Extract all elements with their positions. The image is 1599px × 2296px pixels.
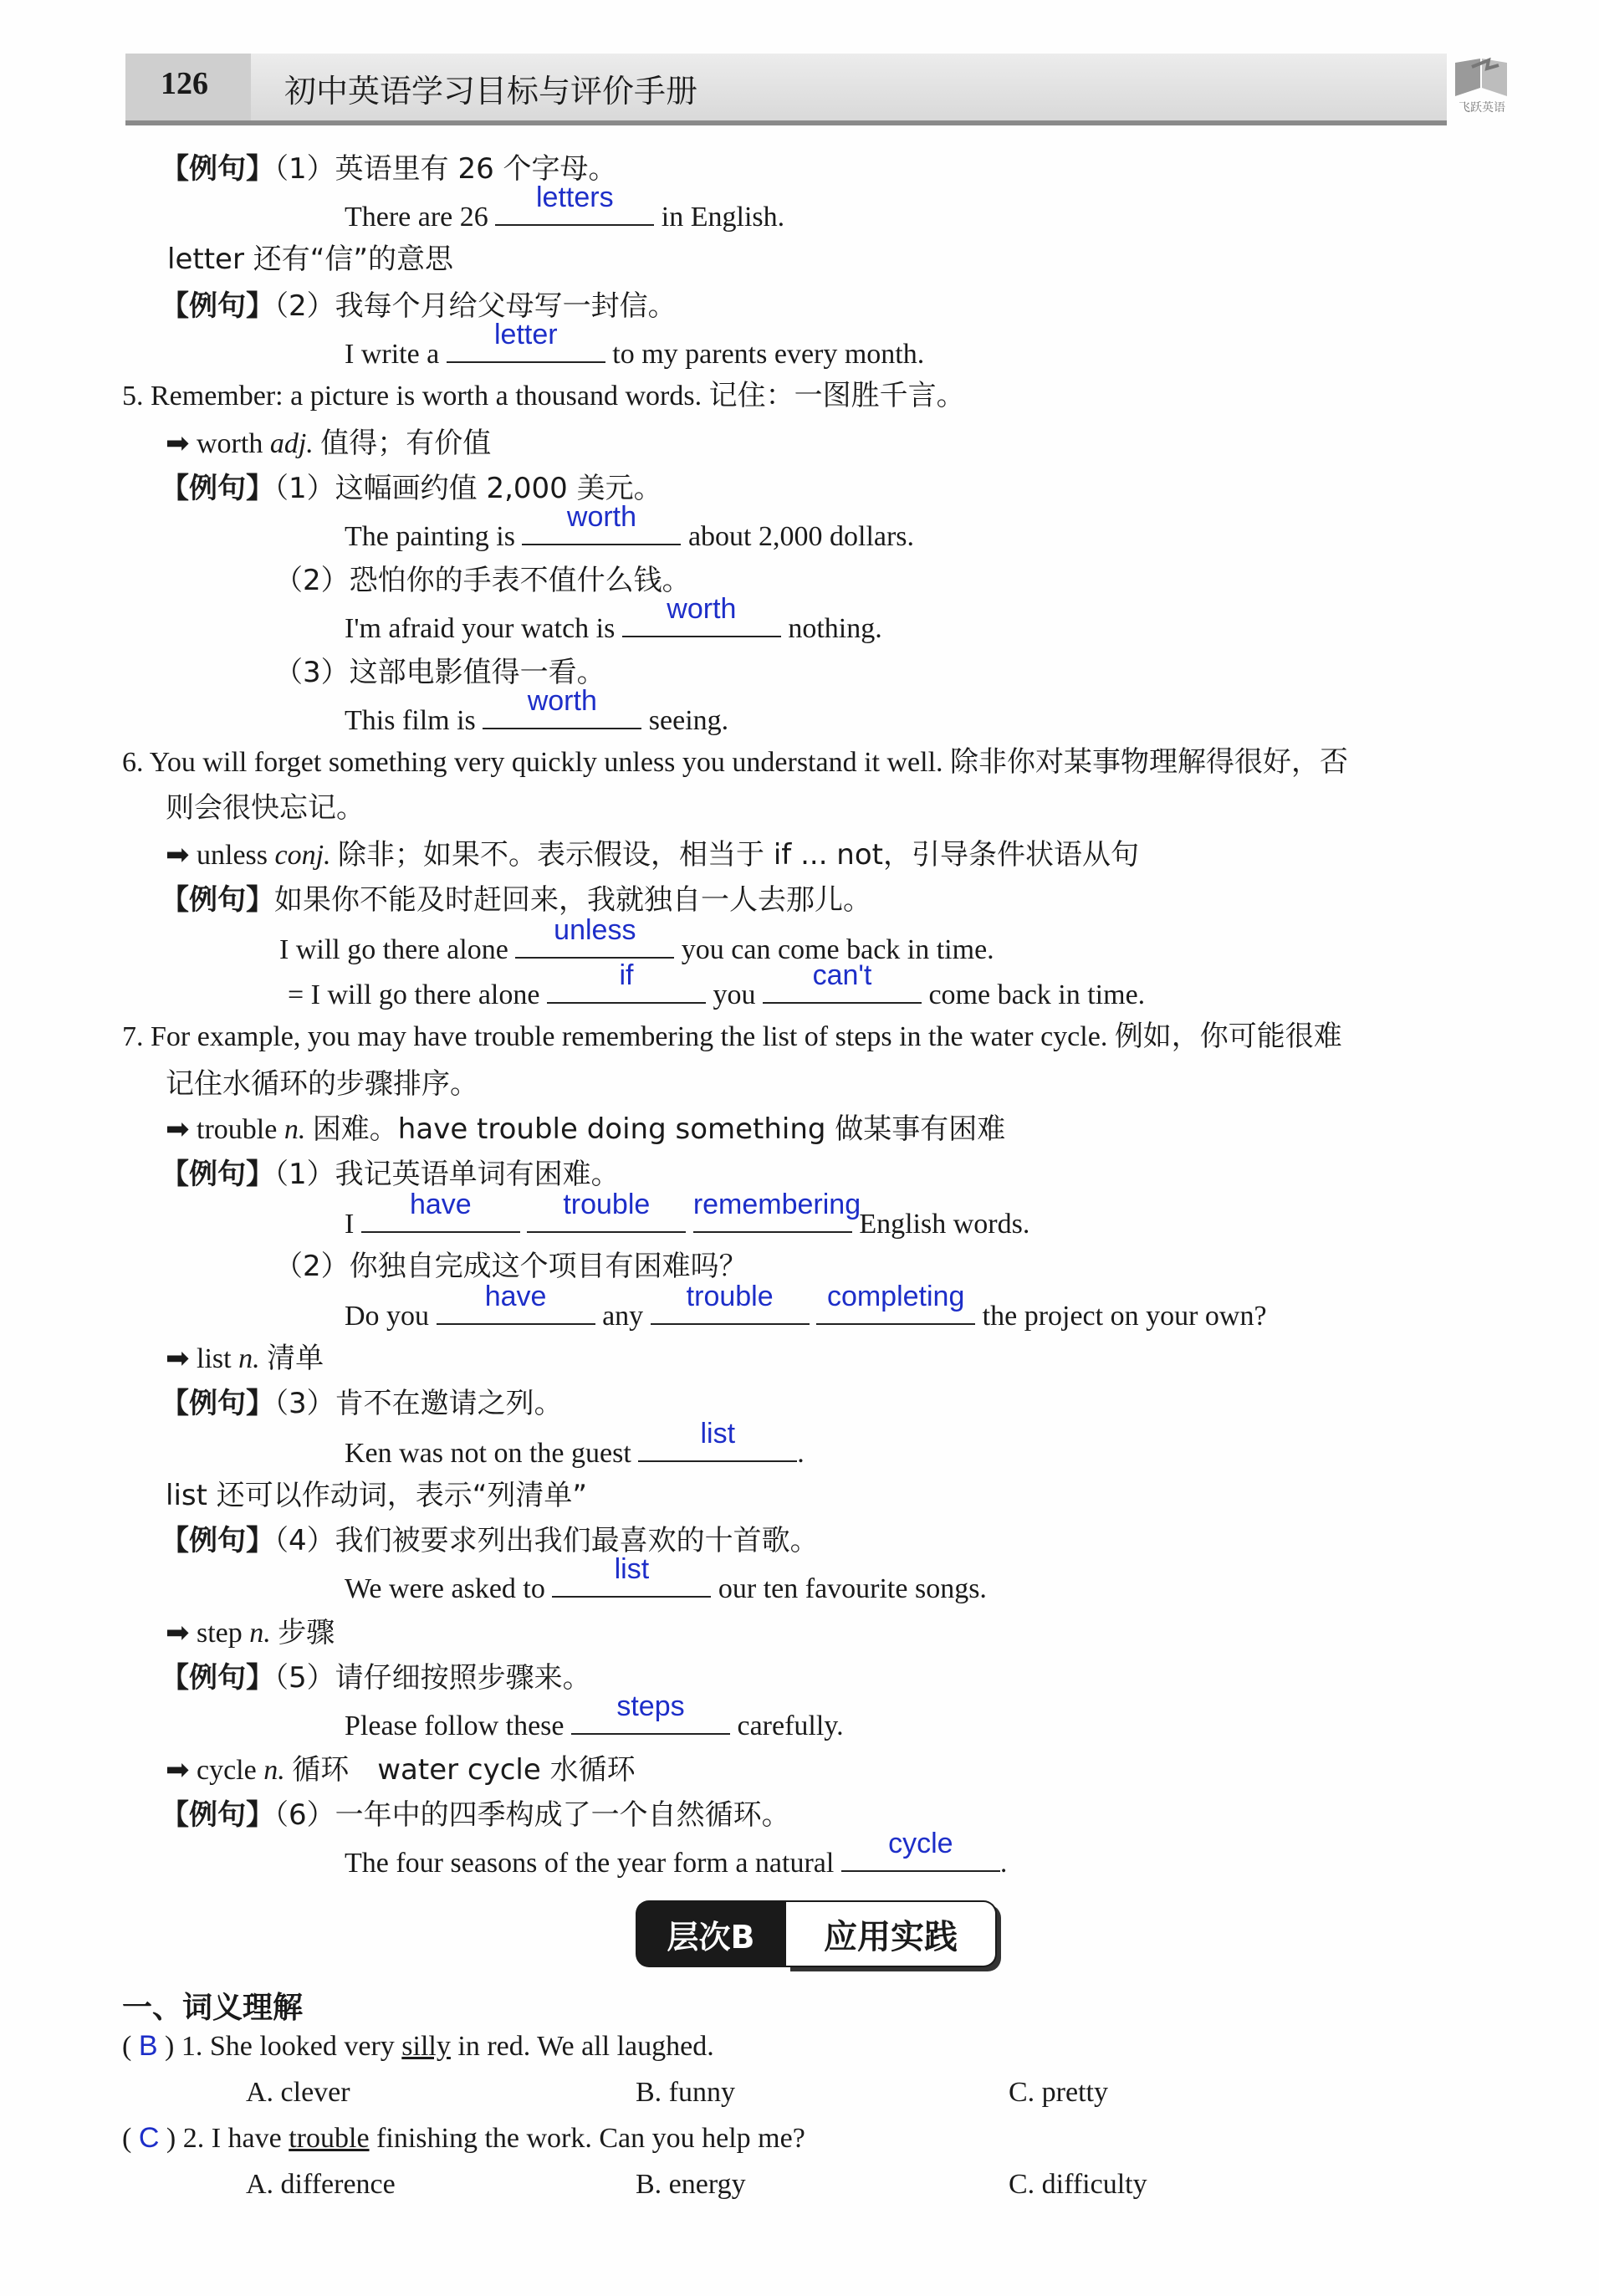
vocab-note: ➡ trouble n. 困难。have trouble doing something 做某事有困难 [166, 1112, 1006, 1146]
example-cn: （2）恐怕你的手表不值什么钱。 [274, 564, 691, 597]
option-c[interactable]: C. difficulty [1009, 2169, 1147, 2200]
answer-blank[interactable]: have [361, 1203, 520, 1233]
fill-line: The four seasons of the year form a natural cycle . [345, 1828, 1008, 1879]
answer-blank[interactable]: can't [763, 974, 922, 1004]
arrow-icon: ➡ [166, 1616, 190, 1649]
vocab-note: ➡ step n. 步骤 [166, 1616, 335, 1649]
example-tag: 【例句】 [161, 152, 274, 186]
question-2: ( C ) 2. I have trouble finishing the work. Can you help me? [122, 2122, 805, 2154]
arrow-icon: ➡ [166, 1342, 190, 1375]
arrow-icon: ➡ [166, 1112, 190, 1146]
note-line: list 还可以作动词，表示“列清单” [166, 1479, 587, 1512]
item-5: 5. Remember: a picture is worth a thousand words. 记住：一图胜千言。 [122, 381, 965, 412]
fill-line: We were asked to list our ten favourite songs. [345, 1553, 987, 1604]
item-6: 6. You will forget something very quickly unless you understand it well. 除非你对某事物理解得很好，否 [122, 747, 1349, 778]
vocab-note: ➡ cycle n. 循环 water cycle 水循环 [166, 1753, 636, 1787]
arrow-icon: ➡ [166, 838, 190, 872]
answer-blank[interactable]: letters [495, 196, 654, 226]
logo-text: 飞跃英语 [1459, 101, 1505, 115]
vocab-note: ➡ worth adj. 值得；有价值 [166, 427, 492, 460]
fill-line: I'm afraid your watch is worth nothing. [345, 593, 882, 644]
arrow-icon: ➡ [166, 1753, 190, 1787]
example-sentence: 【例句】（3）肯不在邀请之列。 [161, 1387, 563, 1420]
item-7: 7. For example, you may have trouble remembering the list of steps in the water cycle. 例如，你可能很难 [122, 1021, 1342, 1052]
option-b[interactable]: B. energy [636, 2169, 746, 2200]
answer-choice[interactable]: B [138, 2030, 158, 2062]
answer-blank[interactable]: steps [571, 1705, 730, 1735]
answer-blank[interactable]: have [437, 1295, 595, 1325]
fill-line: Do you have any trouble completing the project on your own? [345, 1281, 1267, 1332]
answer-blank[interactable]: completing [816, 1295, 975, 1325]
example-sentence: 【例句】（5）请仔细按照步骤来。 [161, 1661, 591, 1695]
answer-blank[interactable]: worth [483, 699, 641, 729]
answer-blank[interactable]: trouble [527, 1203, 686, 1233]
answer-blank[interactable]: worth [522, 515, 681, 545]
fill-line: The painting is worth about 2,000 dollars. [345, 501, 915, 552]
item-6-cont: 则会很快忘记。 [166, 791, 365, 825]
answer-blank[interactable]: cycle [841, 1842, 1000, 1872]
answer-blank[interactable]: if [547, 974, 706, 1004]
banner-level: 层次B [636, 1900, 786, 1967]
answer-blank[interactable]: unless [515, 928, 674, 959]
option-a[interactable]: A. clever [246, 2077, 350, 2108]
example-sentence: 【例句】（1）我记英语单词有困难。 [161, 1158, 620, 1191]
section-title: 一、词义理解 [122, 1991, 304, 2025]
fill-line: Ken was not on the guest list . [345, 1418, 805, 1469]
example-sentence: 【例句】如果你不能及时赶回来，我就独自一人去那儿。 [161, 883, 871, 917]
example-cn: （3）这部电影值得一看。 [274, 656, 605, 689]
level-banner [636, 1900, 1004, 1967]
book-title: 初中英语学习目标与评价手册 [284, 73, 698, 110]
fill-line: I have trouble remembering English words. [345, 1189, 1030, 1240]
answer-blank[interactable]: worth [622, 607, 781, 637]
answer-blank[interactable]: list [638, 1432, 797, 1462]
fill-line: There are 26 letters in English. [345, 182, 785, 233]
note-line: letter 还有“信”的意思 [167, 243, 453, 276]
question-1: ( B ) 1. She looked very silly in red. We all laughed. [122, 2030, 714, 2062]
fill-line: This film is worth seeing. [345, 685, 729, 736]
answer-blank[interactable]: remembering [693, 1203, 852, 1233]
arrow-icon: ➡ [166, 427, 190, 460]
answer-blank[interactable]: trouble [651, 1295, 810, 1325]
banner-title: 应用实践 [786, 1900, 997, 1967]
example-sentence: 【例句】（4）我们被要求列出我们最喜欢的十首歌。 [161, 1524, 819, 1557]
example-sentence: 【例句】（2）我每个月给父母写一封信。 [161, 289, 677, 323]
option-c[interactable]: C. pretty [1009, 2077, 1108, 2108]
option-a[interactable]: A. difference [246, 2169, 396, 2200]
example-sentence: 【例句】（6）一年中的四季构成了一个自然循环。 [161, 1798, 790, 1832]
fill-line: I write a letter to my parents every month. [345, 319, 925, 370]
publisher-logo-icon [1447, 50, 1514, 117]
page-number: 126 [161, 66, 208, 101]
vocab-note: ➡ unless conj. 除非；如果不。表示假设，相当于 if ... not，引导条件状语从句 [166, 838, 1139, 872]
vocab-note: ➡ list n. 清单 [166, 1342, 324, 1375]
fill-line: I will go there alone unless you can come back in time. [279, 914, 994, 965]
fill-line: Please follow these steps carefully. [345, 1690, 844, 1741]
example-cn: （1）英语里有 26 个字母。 [274, 152, 617, 186]
answer-choice[interactable]: C [138, 2122, 160, 2154]
answer-blank[interactable]: letter [447, 333, 605, 363]
example-cn: （2）你独自完成这个项目有困难吗？ [274, 1250, 748, 1283]
option-b[interactable]: B. funny [636, 2077, 735, 2108]
answer-blank[interactable]: list [552, 1567, 711, 1598]
item-7-cont: 记住水循环的步骤排序。 [166, 1067, 478, 1101]
fill-line: = I will go there alone if you can't come back in time. [288, 959, 1146, 1010]
example-sentence: 【例句】（1）这幅画约值 2,000 美元。 [161, 472, 662, 505]
